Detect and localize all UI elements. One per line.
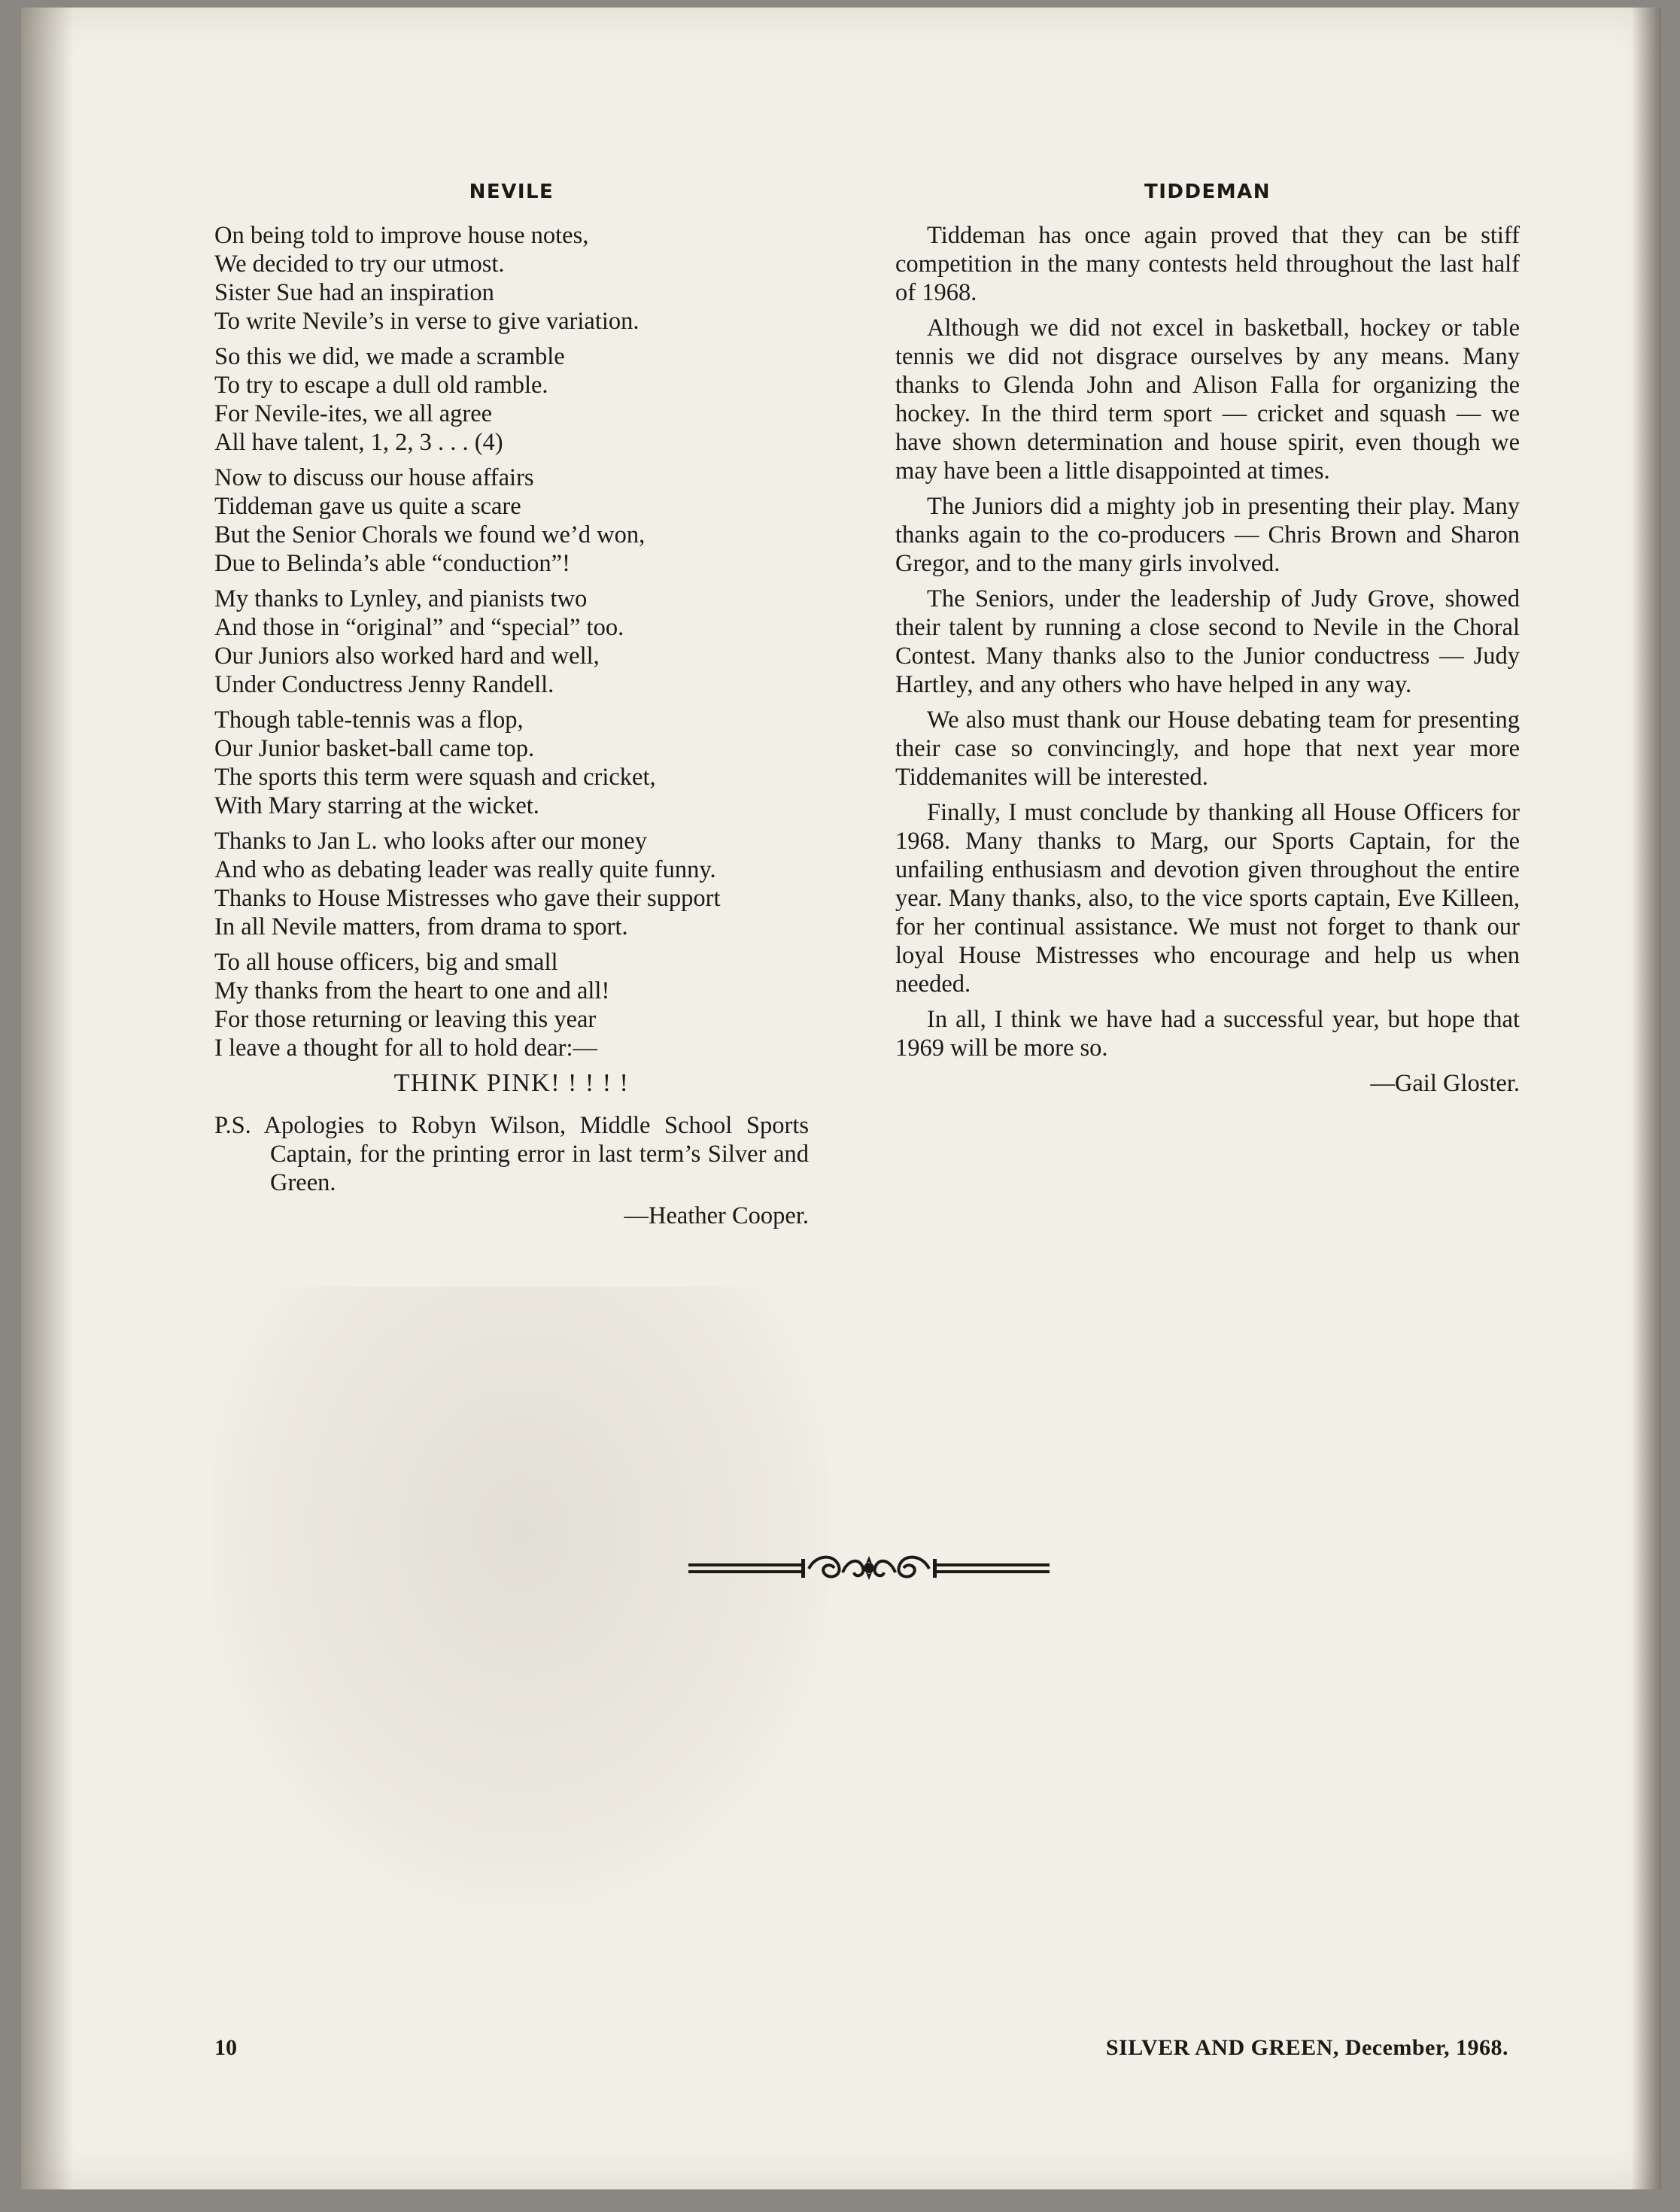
tiddeman-signature: —Gail Gloster. (1370, 1070, 1520, 1097)
verse-line: Thanks to Jan L. who looks after our money (214, 828, 647, 855)
verse-line: Though table-tennis was a flop, (214, 706, 524, 734)
paragraph: We also must thank our House debating team for presenting their case so convincingly, and hope that next year more Tiddemanites will be interested. (895, 706, 1520, 791)
paragraph: Tiddeman has once again proved that they can be stiff competition in the many contests held throughout the last half of 1968. (895, 222, 1520, 306)
postscript: P.S. Apologies to Robyn Wilson, Middle School Sports Captain, for the printing error in last term’s Silver and Green. (214, 1112, 809, 1196)
verse-line: For those returning or leaving this year (214, 1006, 597, 1033)
decorative-divider-ornament (688, 1550, 1050, 1588)
paragraph: The Seniors, under the leadership of Judy Grove, showed their talent by running a close second to Nevile in the Choral Contest. Many thanks also to the Junior conductress — Judy Hartley, and any others who have helped in any way. (895, 585, 1520, 698)
nevile-column (214, 181, 809, 1230)
verse-line: So this we did, we made a scramble (214, 343, 565, 370)
stanza (214, 221, 809, 336)
verse-line: And who as debating leader was really quite funny. (214, 856, 716, 883)
think-pink-line: THINK PINK! ! ! ! ! (393, 1069, 630, 1097)
verse-line: My thanks to Lynley, and pianists two (214, 585, 588, 612)
stanza (214, 706, 809, 820)
verse-line: To write Nevile’s in verse to give variation. (214, 308, 639, 335)
verse-line: On being told to improve house notes, (214, 222, 589, 249)
stanza (214, 342, 809, 457)
verse-line: Under Conductress Jenny Randell. (214, 671, 554, 698)
page-edge-shadow (1631, 8, 1661, 2189)
binding-shadow (21, 8, 74, 2189)
verse-line: To all house officers, big and small (214, 949, 558, 976)
nevile-heading: NEVILE (469, 181, 554, 203)
tiddeman-heading: TIDDEMAN (1144, 181, 1271, 203)
verse-line: The sports this term were squash and cricket, (214, 764, 656, 791)
page-number: 10 (214, 2035, 237, 2060)
stanza (214, 948, 809, 1062)
verse-line: Thanks to House Mistresses who gave their support (214, 885, 721, 912)
verse-line: Now to discuss our house affairs (214, 464, 534, 491)
verse-line: All have talent, 1, 2, 3 . . . (4) (214, 429, 503, 456)
verse-line: To try to escape a dull old ramble. (214, 372, 548, 399)
verse-line: With Mary starring at the wicket. (214, 792, 539, 819)
verse-line: Our Juniors also worked hard and well, (214, 643, 600, 670)
paragraph: In all, I think we have had a successful year, but hope that 1969 will be more so. (895, 1006, 1520, 1062)
paragraph: Finally, I must conclude by thanking all House Officers for 1968. Many thanks to Marg, our Sports Captain, for the unfailing enthusiasm and devotion given throughout the entire year. Many thanks, also, to the vice sports captain, Eve Killeen, for her continual assistance. We must not forget to thank our loyal House Mistresses who encourage and help us when needed. (895, 799, 1520, 998)
paragraph: The Juniors did a mighty job in presenting their play. Many thanks again to the co-producers — Chris Brown and Sharon Gregor, and to the many girls involved. (895, 493, 1520, 577)
verse-line: Sister Sue had an inspiration (214, 279, 494, 306)
verse-line: For Nevile-ites, we all agree (214, 400, 493, 427)
verse-line: We decided to try our utmost. (214, 251, 505, 278)
stanza (214, 463, 809, 578)
nevile-signature: —Heather Cooper. (624, 1202, 809, 1229)
verse-line: And those in “original” and “special” too. (214, 614, 624, 641)
verse-line: But the Senior Chorals we found we’d won, (214, 521, 646, 548)
verse-line: Our Junior basket-ball came top. (214, 735, 535, 762)
verse-line: I leave a thought for all to hold dear:— (214, 1035, 598, 1062)
publication-footer: SILVER AND GREEN, December, 1968. (1105, 2035, 1508, 2060)
paragraph: Although we did not excel in basketball, hockey or table tennis we did not disgrace ourselves by any means. Many thanks to Glenda John and Alison Falla for organizing the hockey. In the third term sport — cricket and squash — we have shown determination and house spirit, even though we may have been a little disappointed at times. (895, 314, 1520, 485)
verse-line: My thanks from the heart to one and all! (214, 977, 610, 1004)
faded-background-photo (213, 1287, 830, 1904)
verse-line: Tiddeman gave us quite a scare (214, 493, 521, 520)
verse-line: Due to Belinda’s able “conduction”! (214, 550, 570, 577)
stanza (214, 827, 809, 941)
verse-line: In all Nevile matters, from drama to sport. (214, 913, 628, 940)
tiddeman-column (895, 181, 1520, 1098)
stanza (214, 585, 809, 699)
